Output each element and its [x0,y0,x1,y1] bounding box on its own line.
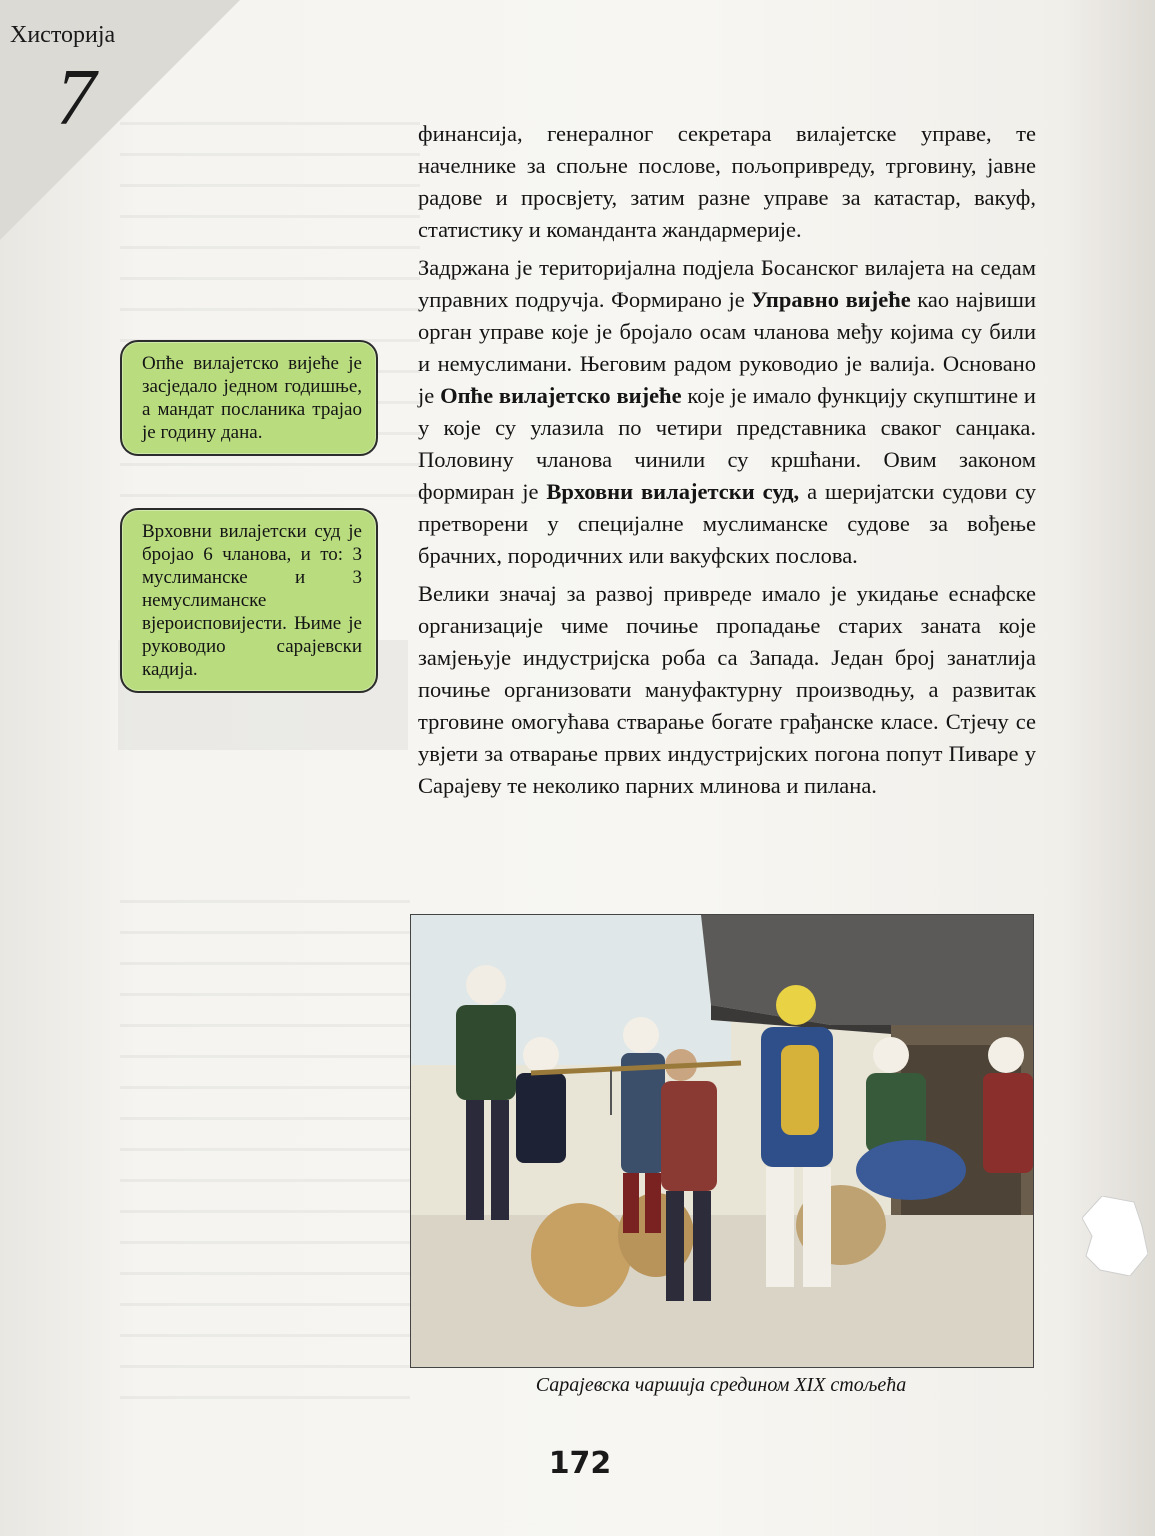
paragraph-1: финансија, генералног секретара вилајетске управе, те начелнике за спољне послове, пољопривреду, трговину, јавне радове и просвјету, затим разне управе за катастар, вакуф, статистику и команданта жандармерије. [418,121,1036,242]
photo-caption: Сарајевска чаршија средином XIX стољећа [535,1374,907,1396]
photo-illustration [411,915,1033,1367]
page-number: 172 [548,1446,612,1481]
paragraph-3: Велики значај за развој привреде имало је укидање еснафске организације чиме почиње пропадање старих заната које замјењује индустријска роба са Запада. Један број занатлија почиње организовати мануфактурну производњу, а развитак трговине омогућава стварање богате грађанске класе. Стјечу се увјети за отварање првих индустријских погона попут Пиваре у Сарајеву те неколико парних млинова и пилана. [418,581,1036,798]
paragraph-2: Задржана је територијална подјела Босанског вилајета на седам управних подручја. Формирано је Управно вијеће као највиши орган управе које је бројало осам чланова међу којима су били и немуслимани. Његовим радом руководио је валија. Основано је Опће вилајетско вијеће које је имало функцију скупштине и у које су улазила по четири представника сваког санџака. Половину чланова чинили су кршћани. Овим законом формиран је Врховни вилајетски суд, а шеријатски судови су претворени у специјалне муслиманске судове за вођење брачних, породичних или вакуфских послова. [418,255,1037,568]
sidebar-note-1: Опће вилајетско вијеће је засједало једном годишње, а мандат посланика трајао је годину дана. [120,340,378,456]
show-through-texture [120,900,410,1420]
chapter-number: 7 [56,54,96,142]
subject-label: Хисторија [10,22,116,48]
main-text [418,118,1036,808]
term-upravno-vijece: Управно вијеће [751,287,911,312]
market-photo [410,914,1034,1368]
term-vrhovni-sud: Врховни вилајетски суд, [546,479,800,504]
sidebar-note-2: Врховни вилајетски суд је бројао 6 чланова, и то: 3 муслиманске и 3 немуслиманске вјероисповијести. Њиме је руководио сарајевски кадија. [120,508,378,693]
term-opce-vijece: Опће вилајетско вијеће [440,383,682,408]
paper-scrap [1082,1196,1148,1276]
